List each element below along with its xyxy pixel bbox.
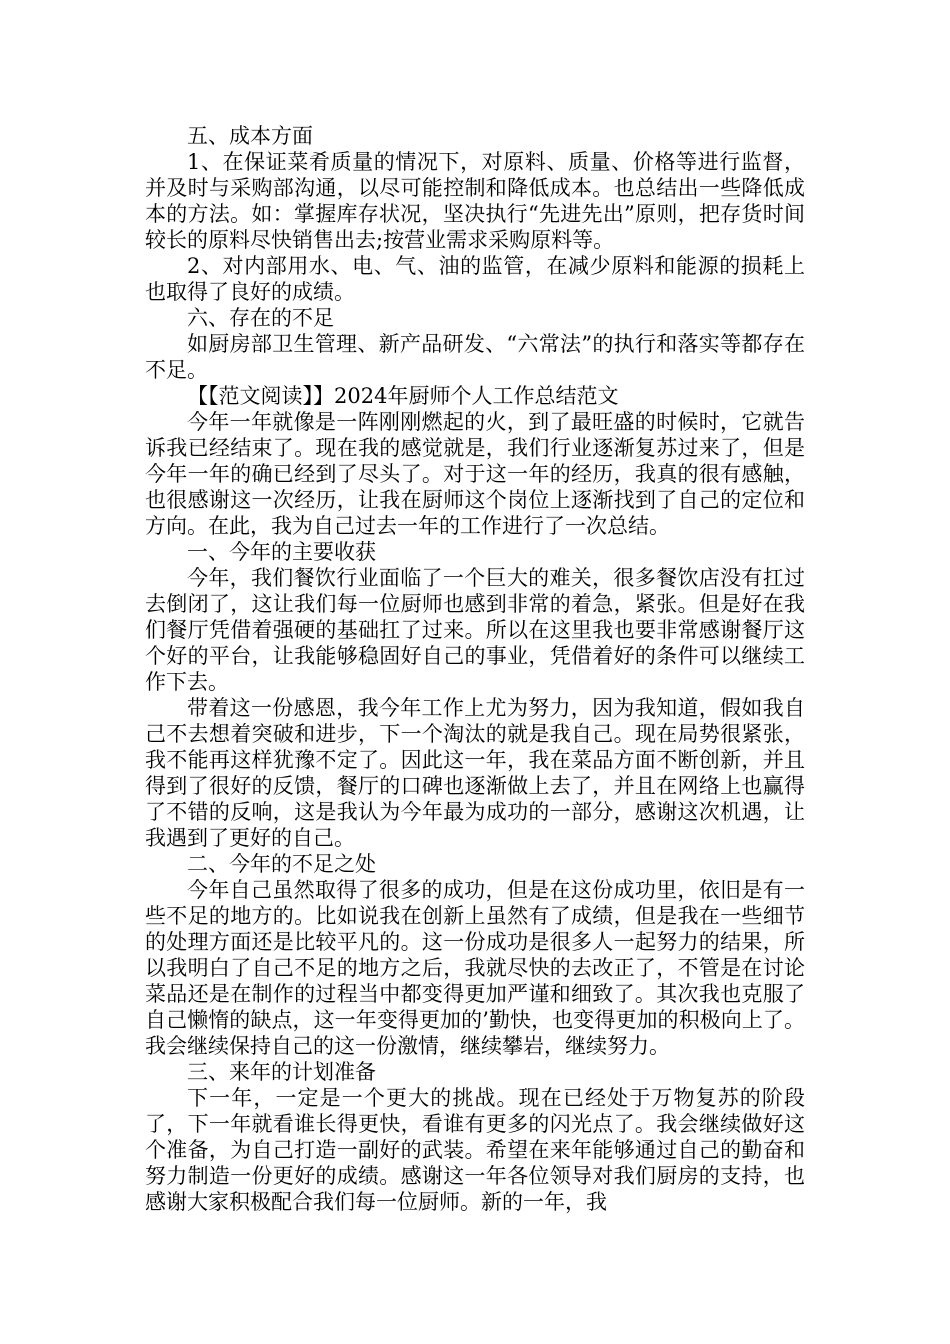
section-heading-plan: 三、来年的计划准备 <box>187 1060 376 1084</box>
intro-paragraph: 今年一年就像是一阵刚刚燃起的火，到了最旺盛的时候时，它就告诉我已经结束了。现在我的感觉就是，我们行业逐渐复苏过来了，但是今年一年的确已经到了尽头了。对于这一年的经历，我真的很有感触，也很感谢这一次经历，让我在厨师这个岗位上逐渐找到了自己的定位和方向。在此，我为自己过去一年的工作进行了一次总结。 <box>145 410 805 538</box>
section-heading-harvest: 一、今年的主要收获 <box>187 540 376 564</box>
paragraph: 1、在保证菜肴质量的情况下，对原料、质量、价格等进行监督，并及时与采购部沟通，以尽可能控制和降低成本。也总结出一些降低成本的方法。如：掌握库存状况，坚决执行“先进先出”原则，把存货时间较长的原料尽快销售出去;按营业需求采购原料等。 <box>145 150 805 252</box>
article-title: 【【范文阅读】】2024年厨师个人工作总结范文 <box>187 384 619 408</box>
paragraph: 今年自己虽然取得了很多的成功，但是在这份成功里，依旧是有一些不足的地方的。比如说我在创新上虽然有了成绩，但是我在一些细节的处理方面还是比较平凡的。这一份成功是很多人一起努力的结果，所以我明白了自己不足的地方之后，我就尽快的去改正了，不管是在讨论菜品还是在制作的过程当中都变得更加严谨和细致了。其次我也克服了自己懒惰的缺点，这一年变得更加的’勤快，也变得更加的积极向上了。我会继续保持自己的这一份激情，继续攀岩，继续努力。 <box>145 878 805 1058</box>
paragraph: 2、对内部用水、电、气、油的监管，在减少原料和能源的损耗上也取得了良好的成绩。 <box>145 254 805 304</box>
section-heading-shortcomings: 六、存在的不足 <box>187 306 334 330</box>
section-heading-weaknesses: 二、今年的不足之处 <box>187 852 376 876</box>
paragraph: 下一年，一定是一个更大的挑战。现在已经处于万物复苏的阶段了，下一年就看谁长得更快，看谁有更多的闪光点了。我会继续做好这个准备，为自己打造一副好的武装。希望在来年能够通过自己的勤奋和努力制造一份更好的成绩。感谢这一年各位领导对我们厨房的支持，也感谢大家积极配合我们每一位厨师。新的一年，我 <box>145 1086 805 1214</box>
paragraph: 带着这一份感恩，我今年工作上尤为努力，因为我知道，假如我自己不去想着突破和进步，下一个淘汰的就是我自己。现在局势很紧张，我不能再这样犹豫不定了。因此这一年，我在菜品方面不断创新，并且得到了很好的反馈，餐厅的口碑也逐渐做上去了，并且在网络上也赢得了不错的反响，这是我认为今年最为成功的一部分，感谢这次机遇，让我遇到了更好的自己。 <box>145 696 805 850</box>
paragraph: 今年，我们餐饮行业面临了一个巨大的难关，很多餐饮店没有扛过去倒闭了，这让我们每一位厨师也感到非常的着急，紧张。但是好在我们餐厅凭借着强硬的基础扛了过来。所以在这里我也要非常感谢餐厅这个好的平台，让我能够稳固好自己的事业，凭借着好的条件可以继续工作下去。 <box>145 566 805 694</box>
section-heading-cost: 五、成本方面 <box>187 124 313 148</box>
document-page <box>145 123 805 1215</box>
paragraph: 如厨房部卫生管理、新产品研发、“六常法”的执行和落实等都存在不足。 <box>145 332 805 382</box>
